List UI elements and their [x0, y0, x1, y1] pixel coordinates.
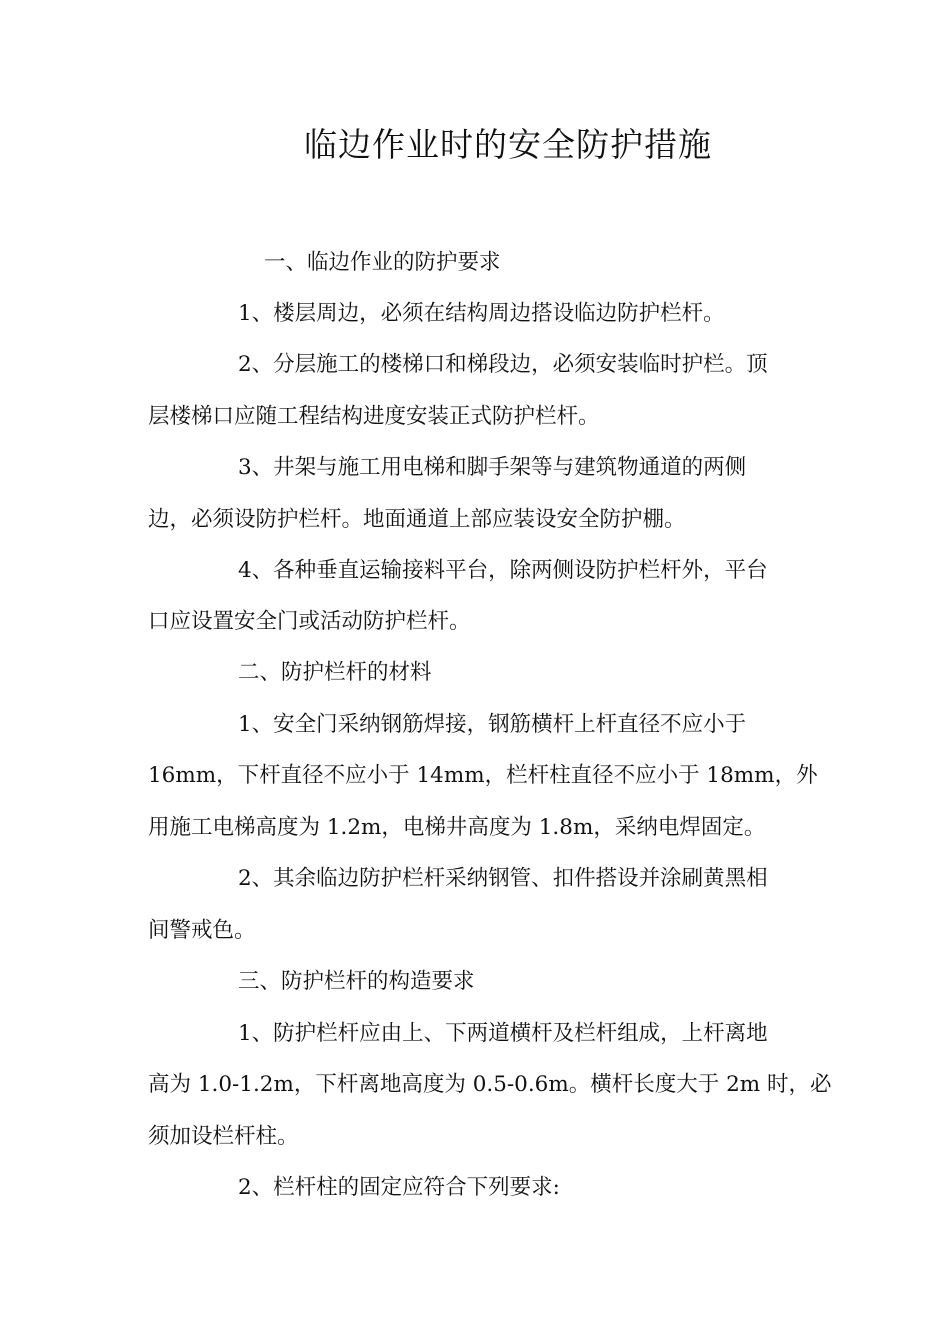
paragraph-line: 2、栏杆柱的固定应符合下列要求: [238, 1175, 560, 1200]
paragraph-line: 16mm，下杆直径不应小于 14mm，栏杆柱直径不应小于 18mm，外 [148, 763, 818, 788]
paragraph-line: 1、楼层周边，必须在结构周边搭设临边防护栏杆。 [238, 301, 725, 326]
paragraph-line: 边，必须设防护栏杆。地面通道上部应装设安全防护棚。 [148, 507, 686, 532]
paragraph-line: 高为 1.0-1.2m，下杆离地高度为 0.5-0.6m。横杆长度大于 2m 时，必 [148, 1072, 832, 1097]
section-heading-1: 一、临边作业的防护要求 [264, 250, 501, 275]
paragraph-line: 1、安全门采纳钢筋焊接，钢筋横杆上杆直径不应小于 [238, 712, 747, 737]
paragraph-line: 2、分层施工的楼梯口和梯段边，必须安装临时护栏。顶 [238, 352, 768, 377]
paragraph-line: 间警戒色。 [148, 918, 256, 943]
section-heading-2: 二、防护栏杆的材料 [238, 660, 432, 685]
paragraph-line: 口应设置安全门或活动防护栏杆。 [148, 609, 471, 634]
paragraph-line: 4、各种垂直运输接料平台，除两侧设防护栏杆外，平台 [238, 558, 768, 583]
section-heading-3: 三、防护栏杆的构造要求 [238, 969, 475, 994]
document-title: 临边作业时的安全防护措施 [304, 125, 712, 164]
paragraph-line: 层楼梯口应随工程结构进度安装正式防护栏杆。 [148, 404, 600, 429]
paragraph-line: 3、井架与施工用电梯和脚手架等与建筑物通道的两侧 [238, 455, 747, 480]
paragraph-line: 1、防护栏杆应由上、下两道横杆及栏杆组成，上杆离地 [238, 1021, 768, 1046]
paragraph-line: 2、其余临边防护栏杆采纳钢管、扣件搭设并涂刷黄黑相 [238, 866, 768, 891]
paragraph-line: 用施工电梯高度为 1.2m，电梯井高度为 1.8m，采纳电焊固定。 [148, 815, 766, 840]
paragraph-line: 须加设栏杆柱。 [148, 1124, 299, 1149]
